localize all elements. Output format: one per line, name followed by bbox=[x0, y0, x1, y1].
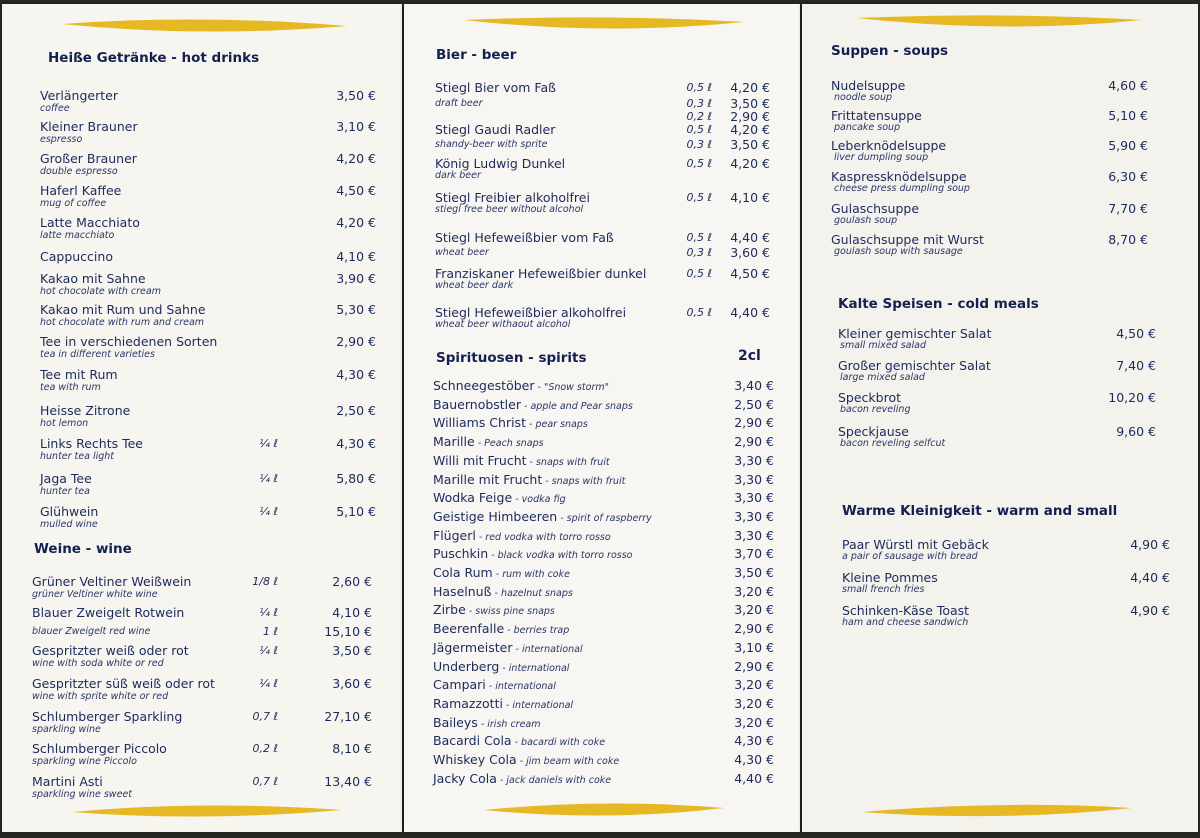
item-volume: ¼ ℓ bbox=[259, 437, 278, 450]
item-description: tea in different varieties bbox=[40, 349, 155, 360]
spirit-description: berries trap bbox=[513, 625, 570, 637]
spirit-name: Whiskey Cola bbox=[433, 752, 517, 767]
separator: - bbox=[516, 756, 527, 767]
spirit-name: Marille mit Frucht bbox=[433, 471, 543, 487]
item-price: 5,10 € bbox=[336, 504, 376, 519]
item-volume: 0,3 ℓ bbox=[686, 138, 712, 151]
spirit-name: Zirbe bbox=[433, 602, 466, 618]
item-price: 3,30 € bbox=[734, 471, 774, 487]
spirit-description: snaps with fruit bbox=[551, 475, 626, 487]
item-name: Paar Würstl mit Gebäck bbox=[842, 537, 989, 552]
item-name: Leberknödelsuppe bbox=[831, 138, 947, 153]
item-price: 3,20 € bbox=[734, 677, 774, 693]
item-price: 3,10 € bbox=[734, 639, 774, 655]
item-description: sparkling wine Piccolo bbox=[32, 756, 137, 767]
item-name: Cappuccino bbox=[40, 249, 113, 264]
swoosh-top-decoration bbox=[404, 12, 800, 44]
item-description: a pair of sausage with bread bbox=[842, 551, 978, 562]
item-price: 3,50 € bbox=[730, 137, 770, 152]
item-price: 3,60 € bbox=[332, 676, 372, 691]
item-description: bacon reveling selfcut bbox=[840, 438, 946, 449]
item-price: 4,20 € bbox=[336, 151, 376, 166]
separator: - bbox=[488, 550, 498, 562]
item-description: blauer Zweigelt red wine bbox=[32, 626, 151, 637]
item-description: pancake soup bbox=[834, 122, 901, 133]
item-description: large mixed salad bbox=[840, 372, 925, 383]
item-price: 2,90 € bbox=[734, 621, 774, 637]
item-name: Stiegl Freibier alkoholfrei bbox=[435, 190, 590, 205]
item-volume: 1 ℓ bbox=[262, 625, 278, 638]
item-price: 3,20 € bbox=[734, 714, 774, 730]
item-price: 15,10 € bbox=[324, 624, 372, 639]
item-price: 10,20 € bbox=[1108, 390, 1156, 405]
spirit-description: bacardi with coke bbox=[521, 737, 606, 749]
item-name: Latte Macchiato bbox=[40, 215, 140, 230]
separator: - bbox=[502, 699, 513, 711]
menu-panel-right bbox=[802, 4, 1198, 832]
item-name bbox=[433, 659, 569, 674]
separator: - bbox=[474, 438, 485, 450]
separator: - bbox=[504, 625, 514, 637]
item-volume: 0,5 ℓ bbox=[686, 157, 712, 170]
menu-panel-left bbox=[2, 4, 402, 832]
item-name: Stiegl Hefeweißbier alkoholfrei bbox=[435, 305, 627, 320]
item-price: 4,40 € bbox=[734, 770, 774, 786]
item-price: 3,40 € bbox=[734, 378, 774, 393]
item-price: 4,90 € bbox=[1130, 537, 1170, 552]
item-price: 4,30 € bbox=[734, 733, 774, 749]
item-volume: ¼ ℓ bbox=[259, 644, 278, 657]
section-title-soups: Suppen - soups bbox=[831, 43, 949, 59]
spirit-name: Underberg bbox=[433, 658, 500, 674]
item-name: Schlumberger Sparkling bbox=[32, 709, 183, 724]
item-price: 5,90 € bbox=[1108, 138, 1148, 153]
item-price: 4,30 € bbox=[734, 752, 774, 767]
spirit-name: Ramazzotti bbox=[433, 695, 503, 711]
item-volume: 0,5 ℓ bbox=[686, 123, 712, 136]
item-name: Stiegl Gaudi Radler bbox=[435, 122, 556, 137]
spirit-name: Jägermeister bbox=[433, 639, 513, 655]
spirit-description: international bbox=[512, 699, 574, 711]
item-description: coffee bbox=[40, 103, 70, 114]
item-price: 4,40 € bbox=[730, 230, 770, 245]
item-volume: 0,7 ℓ bbox=[252, 710, 278, 723]
item-volume: 0,3 ℓ bbox=[686, 97, 712, 110]
item-name: Frittatensuppe bbox=[831, 108, 922, 123]
item-description: goulash soup bbox=[834, 215, 898, 226]
item-description: espresso bbox=[40, 134, 83, 145]
item-name: Nudelsuppe bbox=[831, 78, 906, 93]
spirits-unit-label: 2cl bbox=[738, 348, 761, 364]
menu-panel-middle bbox=[404, 4, 800, 832]
spirit-name: Williams Christ bbox=[433, 415, 526, 431]
item-name: Grüner Veltiner Weißwein bbox=[32, 574, 192, 589]
item-volume: ¼ ℓ bbox=[259, 505, 278, 518]
item-volume: 1/8 ℓ bbox=[252, 575, 278, 588]
item-name: Tee in verschiedenen Sorten bbox=[40, 334, 218, 349]
item-description: small french fries bbox=[842, 584, 925, 595]
separator: - bbox=[526, 456, 536, 468]
separator: - bbox=[525, 419, 536, 431]
item-name: Heisse Zitrone bbox=[40, 403, 131, 418]
spirit-description: international bbox=[521, 643, 583, 655]
item-name: Kakao mit Sahne bbox=[40, 271, 146, 286]
item-description: latte macchiato bbox=[40, 230, 115, 241]
item-description: wheat beer dark bbox=[435, 280, 514, 291]
item-price: 2,50 € bbox=[734, 396, 774, 412]
item-price: 4,20 € bbox=[730, 156, 770, 171]
item-volume: 0,2 ℓ bbox=[252, 742, 278, 755]
spirit-name: Schneegestöber bbox=[433, 378, 535, 393]
item-price: 5,80 € bbox=[336, 471, 376, 486]
swoosh-bottom-decoration bbox=[2, 792, 402, 824]
item-price: 8,10 € bbox=[332, 741, 372, 756]
item-price: 4,50 € bbox=[1116, 326, 1156, 341]
item-name bbox=[433, 715, 541, 730]
separator: - bbox=[512, 494, 522, 506]
item-price: 3,20 € bbox=[734, 695, 774, 711]
item-name: Jaga Tee bbox=[40, 471, 92, 486]
item-description: wine with sprite white or red bbox=[32, 691, 169, 702]
item-name bbox=[433, 453, 610, 468]
item-name: Gulaschsuppe bbox=[831, 201, 920, 216]
spirit-name: Baileys bbox=[433, 714, 478, 730]
spirit-name: Haselnuß bbox=[433, 583, 492, 599]
item-price: 3,50 € bbox=[730, 96, 770, 111]
item-name bbox=[433, 584, 573, 599]
spirit-name: Marille bbox=[433, 434, 475, 450]
spirit-name: Willi mit Frucht bbox=[433, 452, 527, 468]
item-name bbox=[433, 565, 570, 580]
item-price: 5,10 € bbox=[1108, 108, 1148, 123]
item-name bbox=[433, 640, 583, 655]
swoosh-top-decoration bbox=[2, 12, 402, 44]
item-price: 4,90 € bbox=[1130, 603, 1170, 618]
item-volume: 0,3 ℓ bbox=[686, 246, 712, 259]
item-description: mug of coffee bbox=[40, 198, 107, 209]
item-name: Großer gemischter Salat bbox=[838, 358, 991, 373]
item-name bbox=[433, 509, 652, 524]
section-title-warm-small: Warme Kleinigkeit - warm and small bbox=[842, 503, 1118, 519]
item-price: 2,90 € bbox=[734, 415, 774, 431]
spirit-description: international bbox=[508, 662, 570, 674]
spirit-name: Bauernobstler bbox=[433, 396, 521, 412]
item-volume: ¼ ℓ bbox=[259, 606, 278, 619]
item-price: 4,20 € bbox=[730, 80, 770, 95]
item-price: 3,50 € bbox=[734, 565, 774, 580]
item-name bbox=[433, 397, 633, 412]
item-description: hot chocolate with cream bbox=[40, 286, 161, 297]
spirit-description: pear snaps bbox=[535, 419, 588, 431]
spirit-description: jim beam with coke bbox=[526, 756, 620, 767]
spirit-description: rum with coke bbox=[502, 569, 570, 580]
separator: - bbox=[557, 512, 567, 524]
item-price: 4,40 € bbox=[730, 305, 770, 320]
spirit-description: red vodka with torro rosso bbox=[485, 531, 611, 543]
item-price: 2,90 € bbox=[734, 434, 774, 450]
item-description: small mixed salad bbox=[840, 340, 926, 351]
separator: - bbox=[534, 382, 544, 393]
separator: - bbox=[491, 587, 501, 599]
spirit-name: Jacky Cola bbox=[433, 770, 497, 786]
item-volume: 0,5 ℓ bbox=[686, 306, 712, 319]
item-description: liver dumpling soup bbox=[834, 152, 929, 163]
item-price: 2,90 € bbox=[336, 334, 376, 349]
item-price: 3,30 € bbox=[734, 452, 774, 468]
item-price: 3,50 € bbox=[332, 643, 372, 658]
item-name bbox=[433, 677, 556, 692]
item-description: wine with soda white or red bbox=[32, 658, 164, 669]
section-title-cold-meals: Kalte Speisen - cold meals bbox=[838, 296, 1039, 312]
item-description: tea with rum bbox=[40, 382, 101, 393]
item-name: Glühwein bbox=[40, 504, 99, 519]
item-price: 7,70 € bbox=[1108, 201, 1148, 216]
item-volume: ¼ ℓ bbox=[259, 677, 278, 690]
item-description: hot chocolate with rum and cream bbox=[40, 317, 205, 328]
item-name bbox=[433, 378, 609, 393]
separator: - bbox=[477, 718, 488, 730]
item-price: 2,90 € bbox=[730, 109, 770, 124]
item-price: 4,30 € bbox=[336, 436, 376, 451]
item-description: wheat beer withaout alcohol bbox=[435, 319, 571, 330]
item-description: hunter tea light bbox=[40, 451, 115, 462]
swoosh-bottom-decoration bbox=[802, 792, 1198, 824]
spirit-description: "Snow storm" bbox=[543, 382, 609, 393]
item-price: 4,60 € bbox=[1108, 78, 1148, 93]
item-name: Kleiner gemischter Salat bbox=[838, 326, 992, 341]
item-price: 4,10 € bbox=[336, 249, 376, 264]
item-name bbox=[433, 771, 611, 786]
separator: - bbox=[542, 475, 552, 487]
item-name: Haferl Kaffee bbox=[40, 183, 122, 198]
item-description: goulash soup with sausage bbox=[834, 246, 963, 257]
item-name bbox=[433, 602, 555, 617]
spirit-name: Bacardi Cola bbox=[433, 733, 512, 749]
spirit-description: Peach snaps bbox=[484, 438, 544, 450]
item-name: Stiegl Bier vom Faß bbox=[435, 80, 557, 95]
item-price: 4,20 € bbox=[336, 215, 376, 230]
spirit-description: vodka fig bbox=[521, 494, 566, 506]
separator: - bbox=[512, 643, 522, 655]
item-name: Kleine Pommes bbox=[842, 570, 938, 585]
item-description: hot lemon bbox=[40, 418, 89, 429]
item-name: Blauer Zweigelt Rotwein bbox=[32, 605, 185, 620]
item-price: 3,20 € bbox=[734, 602, 774, 618]
item-price: 3,30 € bbox=[734, 527, 774, 543]
item-volume: 0,5 ℓ bbox=[686, 81, 712, 94]
item-price: 2,50 € bbox=[336, 403, 376, 418]
item-volume: 0,2 ℓ bbox=[686, 110, 712, 123]
spirit-description: swiss pine snaps bbox=[475, 606, 555, 618]
item-volume: 0,5 ℓ bbox=[686, 231, 712, 244]
item-name: Kleiner Brauner bbox=[40, 119, 138, 134]
item-volume: 0,5 ℓ bbox=[686, 191, 712, 204]
separator: - bbox=[475, 531, 486, 543]
spirit-description: hazelnut snaps bbox=[500, 587, 573, 599]
item-description: cheese press dumpling soup bbox=[834, 183, 970, 194]
item-name bbox=[433, 472, 625, 487]
item-name bbox=[433, 752, 619, 767]
separator: - bbox=[492, 569, 503, 580]
item-volume: 0,7 ℓ bbox=[252, 775, 278, 788]
item-name bbox=[433, 696, 573, 711]
spirit-name: Cola Rum bbox=[433, 565, 493, 580]
item-price: 2,90 € bbox=[734, 658, 774, 674]
item-name: Speckbrot bbox=[838, 390, 902, 405]
item-name bbox=[433, 733, 605, 748]
item-description: shandy-beer with sprite bbox=[435, 139, 548, 150]
separator: - bbox=[465, 606, 476, 618]
item-price: 4,20 € bbox=[730, 122, 770, 137]
item-name: Gespritzter süß weiß oder rot bbox=[32, 676, 215, 691]
item-price: 3,10 € bbox=[336, 119, 376, 134]
item-name: Kaspressknödelsuppe bbox=[831, 169, 967, 184]
item-price: 3,90 € bbox=[336, 271, 376, 286]
item-price: 3,30 € bbox=[734, 490, 774, 506]
separator: - bbox=[496, 774, 507, 786]
item-name: Schlumberger Piccolo bbox=[32, 741, 167, 756]
item-price: 4,40 € bbox=[1130, 570, 1170, 585]
item-name: Kakao mit Rum und Sahne bbox=[40, 302, 206, 317]
item-price: 7,40 € bbox=[1116, 358, 1156, 373]
item-name: Gespritzter weiß oder rot bbox=[32, 643, 189, 658]
item-description: hunter tea bbox=[40, 486, 90, 497]
spirit-name: Geistige Himbeeren bbox=[433, 508, 558, 524]
item-description: double espresso bbox=[40, 166, 118, 177]
section-title-hot-drinks: Heiße Getränke - hot drinks bbox=[48, 50, 260, 66]
item-description: draft beer bbox=[435, 98, 483, 109]
item-price: 4,10 € bbox=[730, 190, 770, 205]
item-description: wheat beer bbox=[435, 247, 489, 258]
item-name bbox=[433, 490, 566, 505]
spirit-description: spirit of raspberry bbox=[566, 512, 652, 524]
item-description: stiegl free beer without alcohol bbox=[435, 204, 584, 215]
item-name: Großer Brauner bbox=[40, 151, 137, 166]
item-price: 3,30 € bbox=[734, 508, 774, 524]
swoosh-top-decoration bbox=[802, 12, 1198, 44]
spirit-description: black vodka with torro rosso bbox=[497, 550, 633, 562]
item-price: 4,10 € bbox=[332, 605, 372, 620]
item-price: 2,60 € bbox=[332, 574, 372, 589]
spirit-name: Wodka Feige bbox=[433, 490, 513, 506]
spirit-description: snaps with fruit bbox=[535, 456, 610, 468]
spirit-name: Beerenfalle bbox=[433, 621, 505, 637]
separator: - bbox=[499, 662, 509, 674]
item-price: 3,70 € bbox=[734, 546, 774, 562]
item-name: Links Rechts Tee bbox=[40, 436, 143, 451]
item-price: 3,20 € bbox=[734, 583, 774, 599]
item-name: Tee mit Rum bbox=[40, 367, 118, 382]
item-price: 4,30 € bbox=[336, 367, 376, 382]
separator: - bbox=[511, 737, 522, 749]
spirit-description: jack daniels with coke bbox=[506, 774, 612, 786]
item-volume: 0,5 ℓ bbox=[686, 267, 712, 280]
spirit-name: Campari bbox=[433, 677, 486, 693]
section-title-spirits: Spirituosen - spirits bbox=[436, 350, 587, 366]
item-price: 5,30 € bbox=[336, 302, 376, 317]
item-name: König Ludwig Dunkel bbox=[435, 156, 566, 171]
spirit-name: Puschkin bbox=[433, 546, 489, 562]
item-name: Martini Asti bbox=[32, 774, 103, 789]
item-name bbox=[433, 415, 588, 430]
item-price: 8,70 € bbox=[1108, 232, 1148, 247]
separator: - bbox=[521, 400, 531, 412]
item-description: noodle soup bbox=[834, 92, 892, 103]
item-price: 3,60 € bbox=[730, 245, 770, 260]
item-price: 6,30 € bbox=[1108, 169, 1148, 184]
item-name: Schinken-Käse Toast bbox=[842, 603, 970, 618]
spirit-description: irish cream bbox=[487, 718, 541, 730]
item-name bbox=[433, 621, 569, 636]
spirit-name: Flügerl bbox=[433, 527, 476, 543]
item-name: Gulaschsuppe mit Wurst bbox=[831, 232, 984, 247]
item-price: 3,50 € bbox=[336, 88, 376, 103]
item-name bbox=[433, 434, 544, 449]
item-description: grüner Veltiner white wine bbox=[32, 589, 158, 600]
item-price: 13,40 € bbox=[324, 774, 372, 789]
item-volume: ¼ ℓ bbox=[259, 472, 278, 485]
item-name: Speckjause bbox=[838, 424, 909, 439]
item-name bbox=[433, 546, 632, 561]
item-description: sparkling wine sweet bbox=[32, 789, 132, 800]
item-price: 9,60 € bbox=[1116, 424, 1156, 439]
item-description: mulled wine bbox=[40, 519, 98, 530]
item-name bbox=[433, 528, 611, 543]
item-description: sparkling wine bbox=[32, 724, 101, 735]
item-name: Verlängerter bbox=[40, 88, 118, 103]
item-price: 4,50 € bbox=[730, 266, 770, 281]
item-name: Franziskaner Hefeweißbier dunkel bbox=[435, 266, 647, 281]
item-description: bacon reveling bbox=[840, 404, 911, 415]
spirit-description: apple and Pear snaps bbox=[530, 400, 633, 412]
swoosh-bottom-decoration bbox=[404, 792, 800, 824]
section-title-wine: Weine - wine bbox=[34, 541, 132, 557]
spirit-description: international bbox=[495, 681, 556, 693]
section-title-beer: Bier - beer bbox=[436, 47, 517, 63]
item-price: 27,10 € bbox=[324, 709, 372, 724]
item-price: 4,50 € bbox=[336, 183, 376, 198]
item-description: ham and cheese sandwich bbox=[842, 617, 969, 628]
item-description: dark beer bbox=[435, 170, 481, 181]
separator: - bbox=[485, 681, 496, 693]
item-name: Stiegl Hefeweißbier vom Faß bbox=[435, 230, 614, 245]
